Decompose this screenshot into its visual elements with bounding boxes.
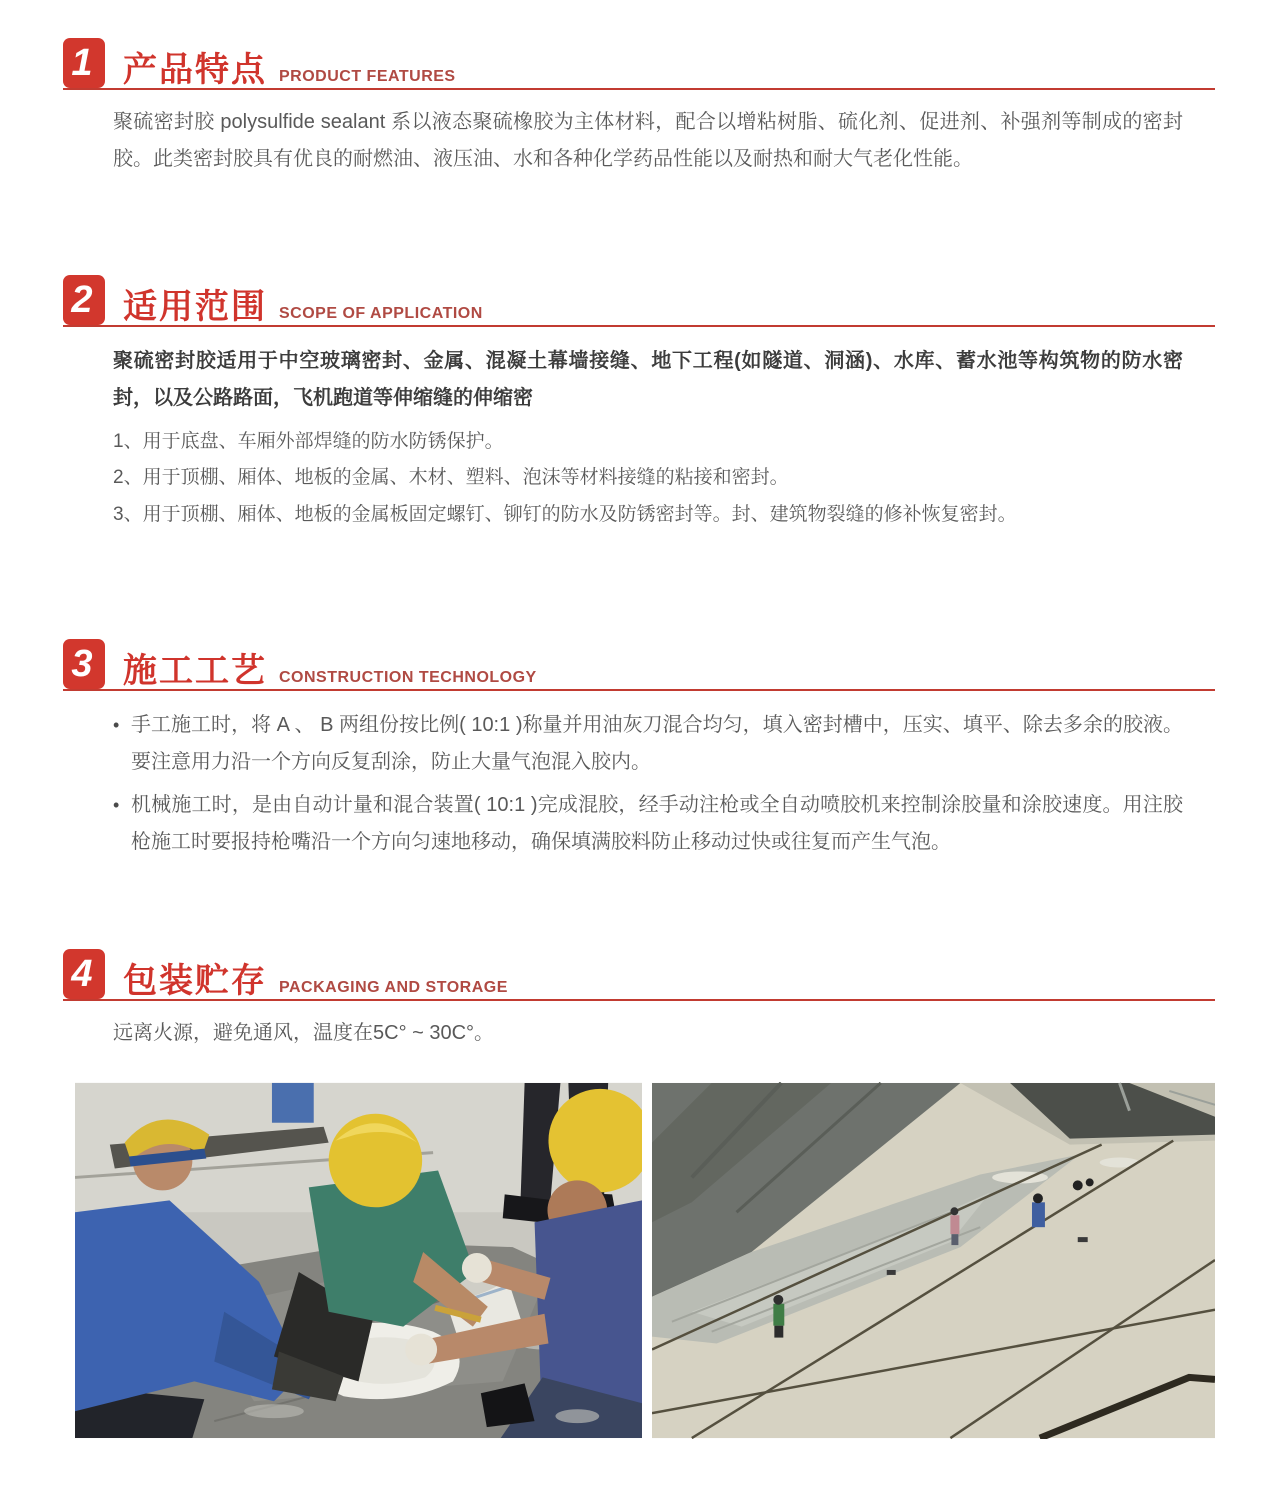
tool-on-slope [887,1270,896,1275]
section-product-features [63,40,1215,178]
bullet-item [113,707,1183,781]
section-3-title-cn: 施工工艺 [123,652,267,691]
section-1-paragraph: 聚硫密封胶 polysulfide sealant 系以液态聚硫橡胶为主体材料，配合以增粘树脂、硫化剂、促进剂、补强剂等制成的密封胶。此类密封胶具有优良的耐燃油、液压油、水和各种化学药品性能以及耐热和耐大气老化性能。 [113,111,1183,170]
section-2-title-en: SCOPE OF APPLICATION [279,305,483,322]
section-scope-of-application [63,277,1215,530]
content-column [63,40,1215,1439]
list-item: 3、用于顶棚、厢体、地板的金属板固定螺钉、铆钉的防水及防锈密封等。封、建筑物裂缝的修补恢复密封。 [113,503,1017,525]
tool-on-slope [1078,1237,1088,1242]
section-4-paragraph: 远离火源，避免通风，温度在5C° ~ 30C°。 [113,1022,495,1045]
section-packaging-and-storage [63,951,1215,1052]
section-2-title-cn: 适用范围 [123,288,267,326]
section-4-header [63,951,1215,1001]
section-1-title-en: PRODUCT FEATURES [279,68,456,85]
list-item: 1、用于底盘、车厢外部焊缝的防水防锈保护。 [113,431,504,452]
section-1-header [63,40,1215,90]
section-2-number-badge: 2 [63,275,105,325]
section-4-title-cn: 包装贮存 [123,962,267,1001]
section-1-number-badge: 1 [63,38,105,88]
section-2-header [63,277,1215,327]
dark-object [1073,1181,1083,1191]
section-construction-technology [63,641,1215,861]
dark-object [1086,1179,1094,1187]
section-4-number-badge: 4 [63,949,105,999]
bullet-item [113,787,1183,861]
workers-mixing-sealant-photo [75,1082,642,1439]
bullet-text: 手工施工时，将 A 、 B 两组份按比例( 10:1 )称量并用油灰刀混合均匀，填入密封槽中，压实、填平、除去多余的胶液。要注意用力沿一个方向反复刮涂，防止大量气泡混入胶内。 [131,714,1183,774]
section-3-number-badge: 3 [63,639,105,689]
bullet-text: 机械施工时，是由自动计量和混合装置( 10:1 )完成混胶，经手动注枪或全自动喷胶机来控制涂胶量和涂胶速度。用注胶枪施工时要报持枪嘴沿一个方向匀速地移动，确保填满胶料防止移动过快或往复而产生气泡。 [131,794,1183,854]
worker-green [773,1295,784,1338]
bullet-dot-icon [113,707,131,781]
section-4-title-en: PACKAGING AND STORAGE [279,979,508,997]
section-2-lead-paragraph: 聚硫密封胶适用于中空玻璃密封、金属、混凝土幕墙接缝、地下工程(如隧道、洞涵)、水库、蓄水池等构筑物的防水密封，以及公路路面，飞机跑道等伸缩缝的伸缩密 [113,350,1183,409]
concrete-slope-workers-photo [652,1082,1215,1439]
section-3-header [63,641,1215,691]
bullet-dot-icon [113,787,131,861]
background-worker-shirt [272,1083,314,1123]
section-1-title-cn: 产品特点 [123,51,267,89]
section-3-title-en: CONSTRUCTION TECHNOLOGY [279,669,537,687]
list-item: 2、用于顶棚、厢体、地板的金属、木材、塑料、泡沫等材料接缝的粘接和密封。 [113,467,789,489]
photos-row [75,1082,1215,1439]
